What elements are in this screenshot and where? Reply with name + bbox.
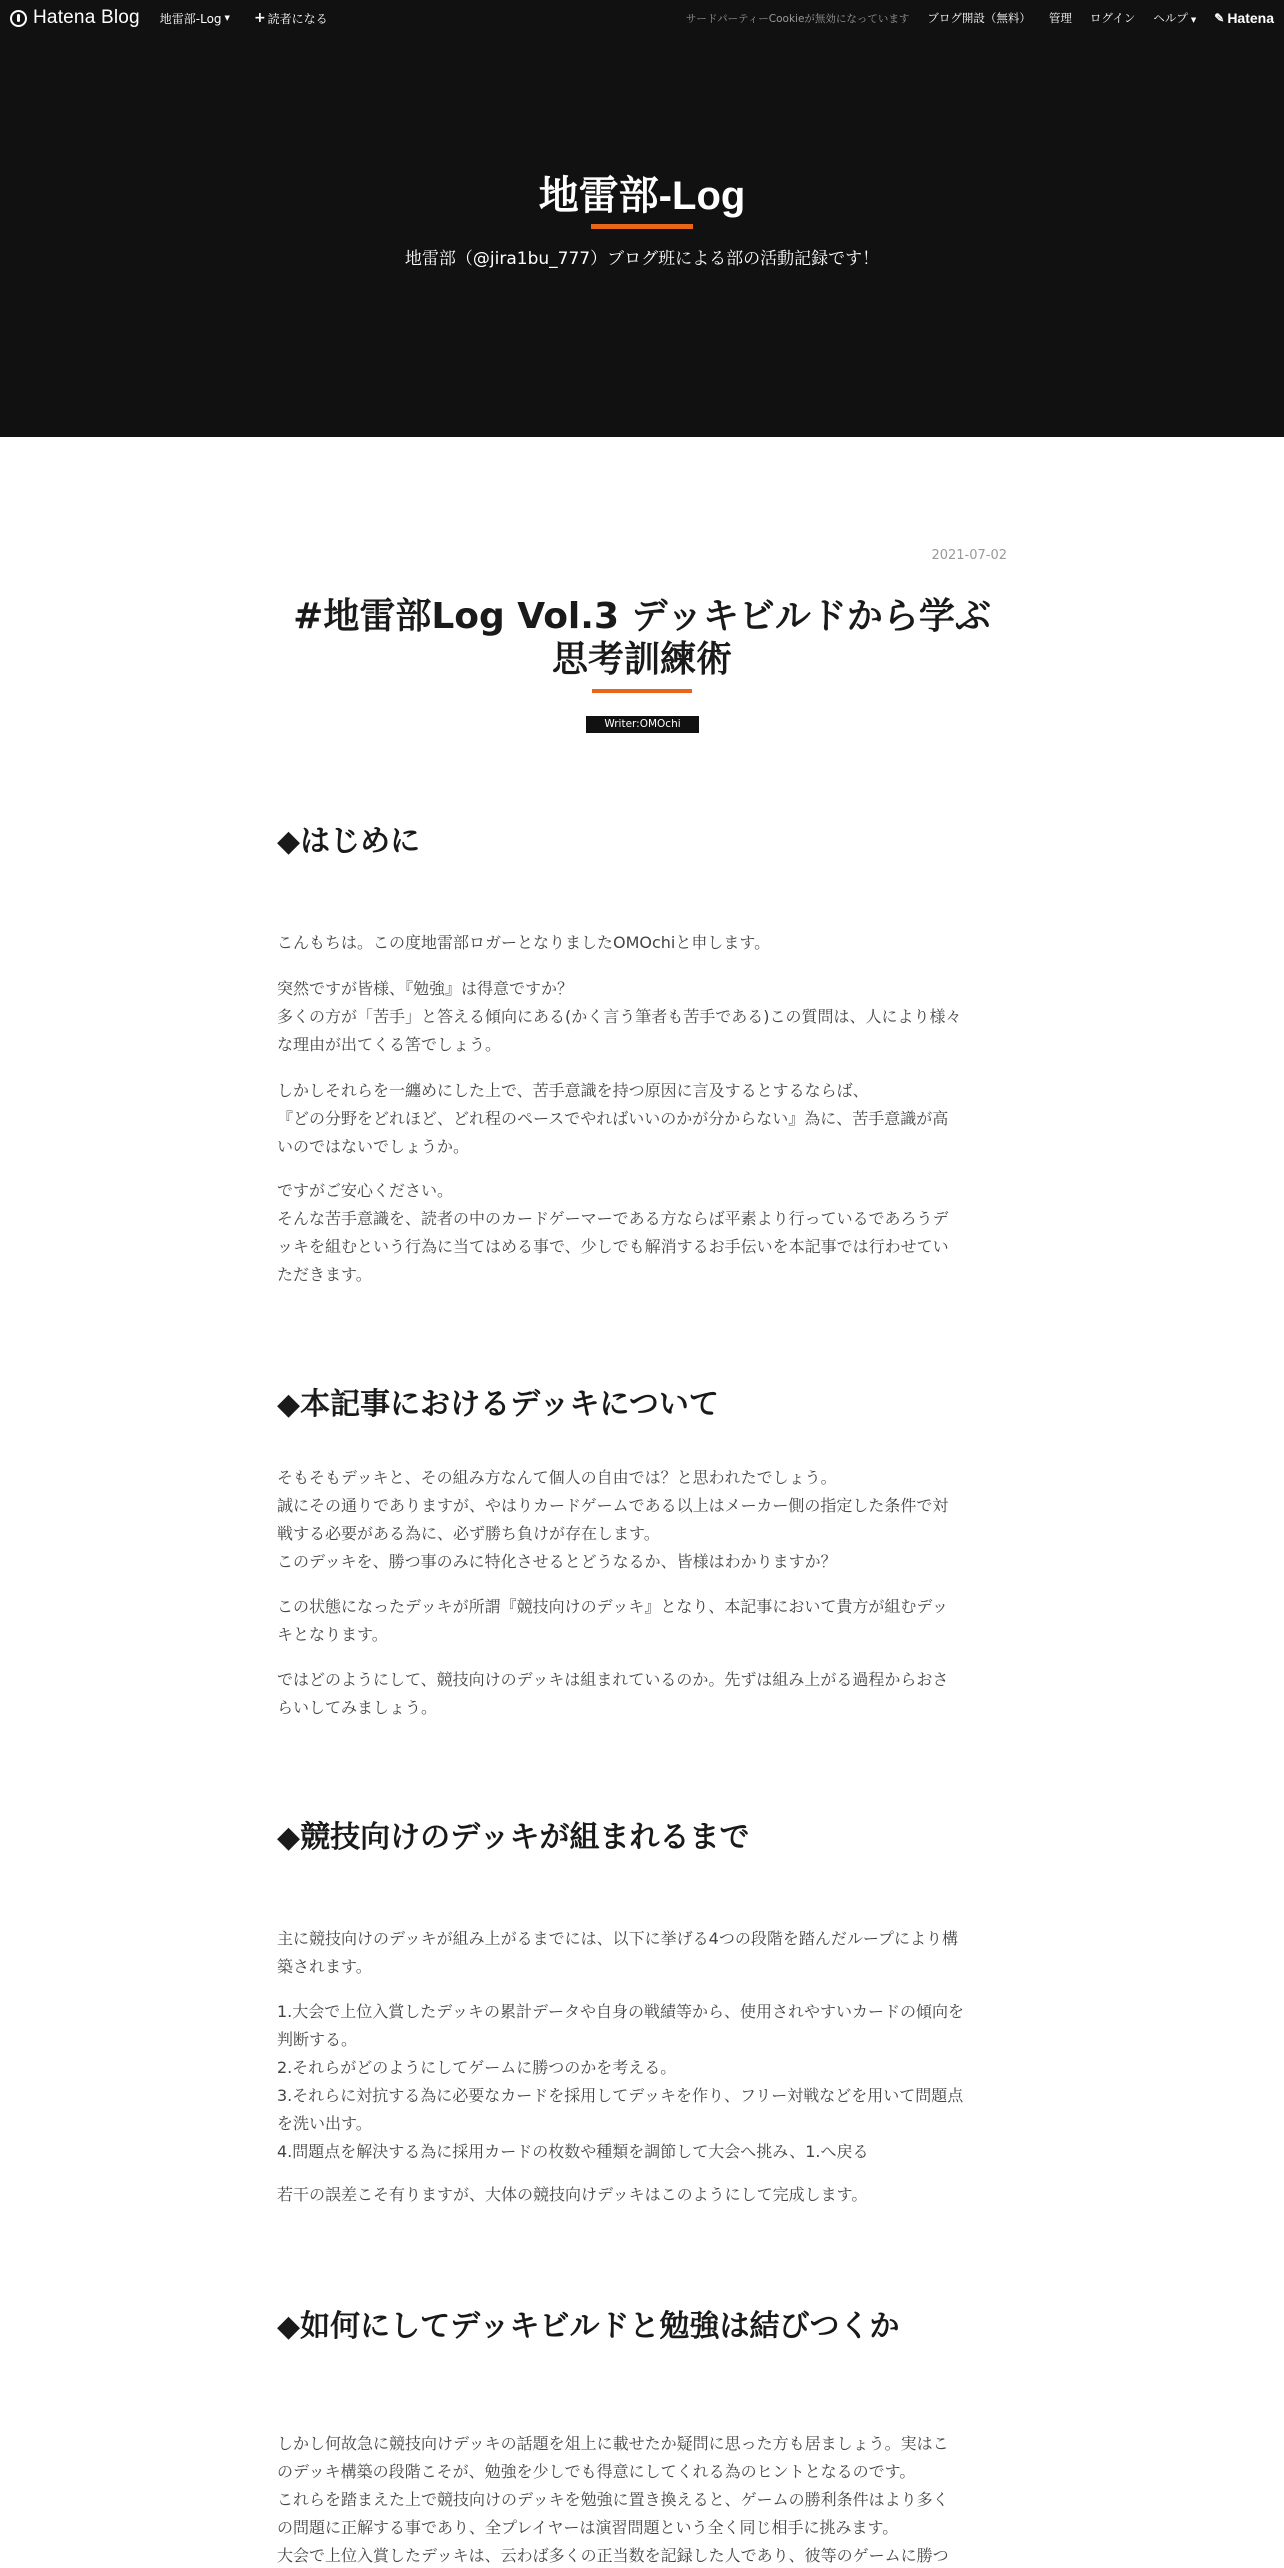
paragraph-line: 築されます。 <box>277 1957 372 1976</box>
paragraph-line: 誠にその通りでありますが、やはりカードゲームである以上はメーカー側の指定した条件で対 <box>277 1496 949 1515</box>
paragraph-line: これらを踏まえた上で競技向けのデッキを勉強に置き換えると、ゲームの勝利条件はより多く <box>277 2490 949 2509</box>
entry-date[interactable]: 2021-07-02 <box>931 548 1007 563</box>
paragraph <box>277 1464 1007 1576</box>
paragraph <box>277 1077 1007 1161</box>
blog-title[interactable]: 地雷部-Log <box>538 174 746 218</box>
paragraph-line: ではどのようにして、競技向けのデッキは組まれているのか。先ずは組み上がる過程からおさ <box>277 1670 949 1689</box>
hatena-mark-icon: ✎ <box>1214 11 1225 25</box>
paragraph-line: ッキを組むという行為に当てはめる事で、少しでも解消するお手伝いを本記事では行わせてい <box>277 1237 949 1256</box>
paragraph <box>277 1925 1007 1981</box>
section-heading: ◆はじめに <box>277 824 421 859</box>
paragraph-line: のデッキ構築の段階こそが、勉強を少しでも得意にしてくれる為のヒントとなるのです。 <box>277 2462 916 2481</box>
paragraph-line: いのではないでしょうか。 <box>277 1137 470 1156</box>
paragraph-line: な理由が出てくる筈でしょう。 <box>277 1035 502 1054</box>
open-blog-link[interactable]: ブログ開設（無料） <box>927 11 1031 25</box>
plus-icon: + <box>253 10 266 26</box>
entry-title-line: 思考訓練術 <box>551 639 732 680</box>
hatena-label: Hatena <box>1227 10 1274 26</box>
login-link[interactable]: ログイン <box>1089 11 1136 25</box>
subscribe-button[interactable] <box>254 10 328 27</box>
blog-header <box>0 36 1284 437</box>
paragraph-line: 若干の誤差こそ有りますが、大体の競技向けデッキはこのようにして完成します。 <box>277 2185 868 2204</box>
global-header <box>0 0 1284 36</box>
writer-badge: Writer:OMOchi <box>586 716 699 733</box>
help-menu[interactable] <box>1153 10 1196 26</box>
paragraph-line: キとなります。 <box>277 1625 388 1644</box>
paragraph-line: ですがご安心ください。 <box>277 1181 454 1200</box>
entry-title[interactable] <box>277 595 1007 681</box>
paragraph <box>277 1593 1007 1649</box>
header-right-menu <box>686 10 1274 26</box>
hatena-blog-icon <box>10 10 27 27</box>
paragraph-line: このデッキを、勝つ事のみに特化させるとどうなるか、皆様はわかりますか？ <box>277 1552 837 1571</box>
paragraph-line: らいしてみましょう。 <box>277 1698 438 1717</box>
paragraph-line: 3.それらに対抗する為に必要なカードを採用してデッキを作り、フリー対戦などを用いて問題点 <box>277 2086 964 2105</box>
help-label: ヘルプ <box>1153 11 1188 25</box>
paragraph-line: 主に競技向けのデッキが組み上がるまでには、以下に挙げる4つの段階を踏んだループにより構 <box>277 1929 959 1948</box>
paragraph-line: こんもちは。この度地雷部ロガーとなりましたOMOchiと申します。 <box>277 933 771 952</box>
section-heading: ◆如何にしてデッキビルドと勉強は結びつくか <box>277 2309 900 2344</box>
title-underline <box>591 224 693 229</box>
paragraph-line: この状態になったデッキが所謂『競技向けのデッキ』となり、本記事において貴方が組むデッ <box>277 1597 949 1616</box>
paragraph <box>277 1177 1007 1289</box>
cookie-notice[interactable]: サードパーティーCookieが無効になっています <box>685 12 910 25</box>
paragraph <box>277 1998 1007 2166</box>
paragraph <box>277 1666 1007 1722</box>
paragraph-line: しかし何故急に競技向けデッキの話題を俎上に載せたか疑問に思った方も居ましょう。実はこ <box>277 2434 949 2453</box>
paragraph-line: そもそもデッキと、その組み方なんて個人の自由では？と思われたでしょう。 <box>277 1468 837 1487</box>
paragraph-line: 1.大会で上位入賞したデッキの累計データや自身の戦績等から、使用されやすいカードの傾向を <box>277 2002 964 2021</box>
hatena-blog-logo[interactable] <box>10 7 140 29</box>
paragraph-line: 判断する。 <box>277 2030 358 2049</box>
paragraph-line: そんな苦手意識を、読者の中のカードゲーマーである方ならば平素より行っているであろうデ <box>277 1209 949 1228</box>
paragraph <box>277 2430 1007 2568</box>
entry-title-underline <box>592 689 692 693</box>
paragraph <box>277 2181 1007 2209</box>
paragraph-line: 『どの分野をどれほど、どれ程のペースでやればいいのかが分からない』為に、苦手意識が高 <box>277 1109 949 1128</box>
section-heading: ◆競技向けのデッキが組まれるまで <box>277 1820 750 1855</box>
paragraph-line: を洗い出す。 <box>277 2114 372 2133</box>
blog-menu-label: 地雷部-Log <box>159 11 222 26</box>
paragraph-line: 4.問題点を解決する為に採用カードの枚数や種類を調節して大会へ挑み、1.へ戻る <box>277 2142 869 2161</box>
paragraph-line: しかしそれらを一纏めにした上で、苦手意識を持つ原因に言及するとするならば、 <box>277 1081 869 1100</box>
paragraph-line: 大会で上位入賞したデッキは、云わば多くの正当数を記録した人であり、彼等のゲームに勝つ <box>277 2546 949 2565</box>
admin-link[interactable]: 管理 <box>1048 11 1072 25</box>
paragraph-line: の問題に正解する事であり、全プレイヤーは演習問題という全く同じ相手に挑みます。 <box>277 2518 899 2537</box>
blog-description: 地雷部（@jira1bu_777）ブログ班による部の活動記録です！ <box>404 249 880 269</box>
subscribe-label: 読者になる <box>267 11 328 26</box>
brand-text: Hatena Blog <box>33 7 140 28</box>
section-heading: ◆本記事におけるデッキについて <box>277 1387 719 1422</box>
paragraph-line: 多くの方が「苦手」と答える傾向にある(かく言う筆者も苦手である)この質問は、人により様々 <box>277 1007 962 1026</box>
hatena-logo[interactable] <box>1214 10 1274 26</box>
paragraph-line: 突然ですが皆様、『勉強』は得意ですか？ <box>277 979 574 998</box>
entry-title-line: #地雷部Log Vol.3 デッキビルドから学ぶ <box>293 596 991 637</box>
blog-menu[interactable] <box>160 10 230 27</box>
paragraph-line: ただきます。 <box>277 1265 372 1284</box>
paragraph-line: 2.それらがどのようにしてゲームに勝つのかを考える。 <box>277 2058 677 2077</box>
paragraph <box>277 929 1007 957</box>
caret-down-icon: ▼ <box>1190 16 1197 24</box>
paragraph-line: 戦する必要がある為に、必ず勝ち負けが存在します。 <box>277 1524 660 1543</box>
caret-down-icon: ▼ <box>224 14 230 22</box>
paragraph <box>277 975 1007 1059</box>
